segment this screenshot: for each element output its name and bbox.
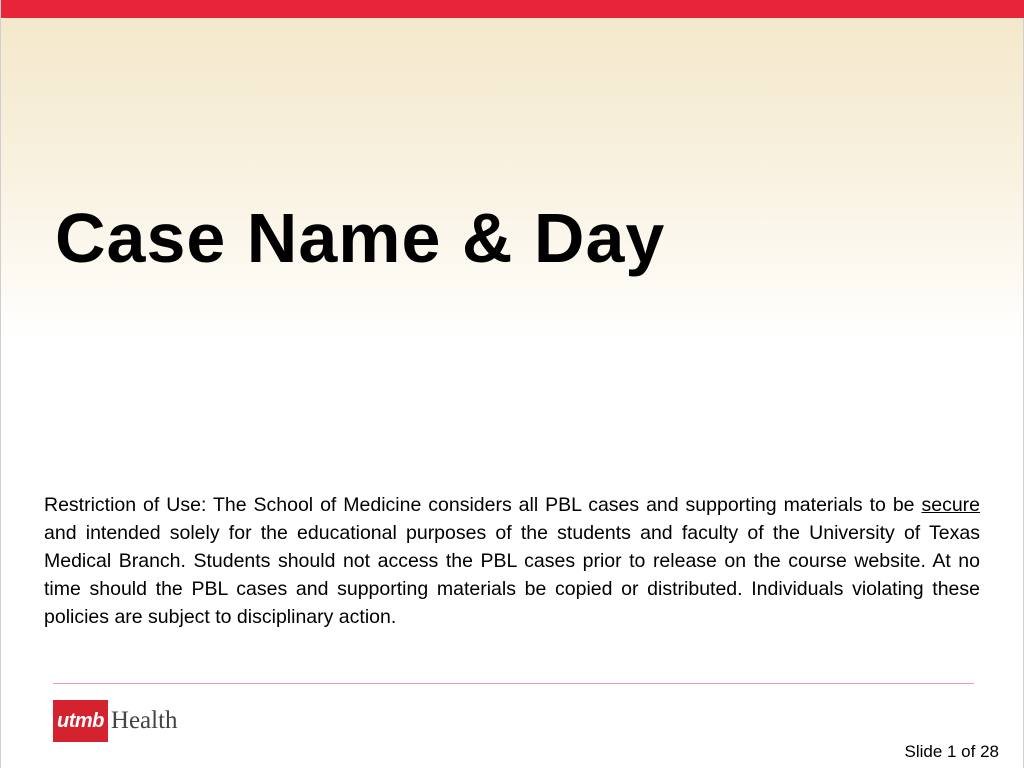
restriction-notice (44, 491, 980, 631)
utmb-health-logo (53, 700, 178, 742)
utmb-logo-mark: utmb (53, 700, 108, 742)
footer-divider (53, 683, 974, 684)
top-accent-bar (1, 0, 1024, 18)
notice-text-start: Restriction of Use: The School of Medicine considers all PBL cases and supporting materials to be (44, 494, 922, 516)
slide-number: Slide 1 of 28 (904, 742, 999, 761)
notice-underlined-word: secure (921, 494, 980, 516)
logo-wordmark: Health (110, 707, 178, 734)
notice-text-end: and intended solely for the educational purposes of the students and faculty of the University of Texas Medical Branch. Students should not access the PBL cases prior to release on the course website. At no time should the PBL cases and supporting materials be copied or distributed. Individuals violating these policies are subject to disciplinary action. (44, 522, 980, 628)
slide-title: Case Name & Day (55, 199, 666, 277)
